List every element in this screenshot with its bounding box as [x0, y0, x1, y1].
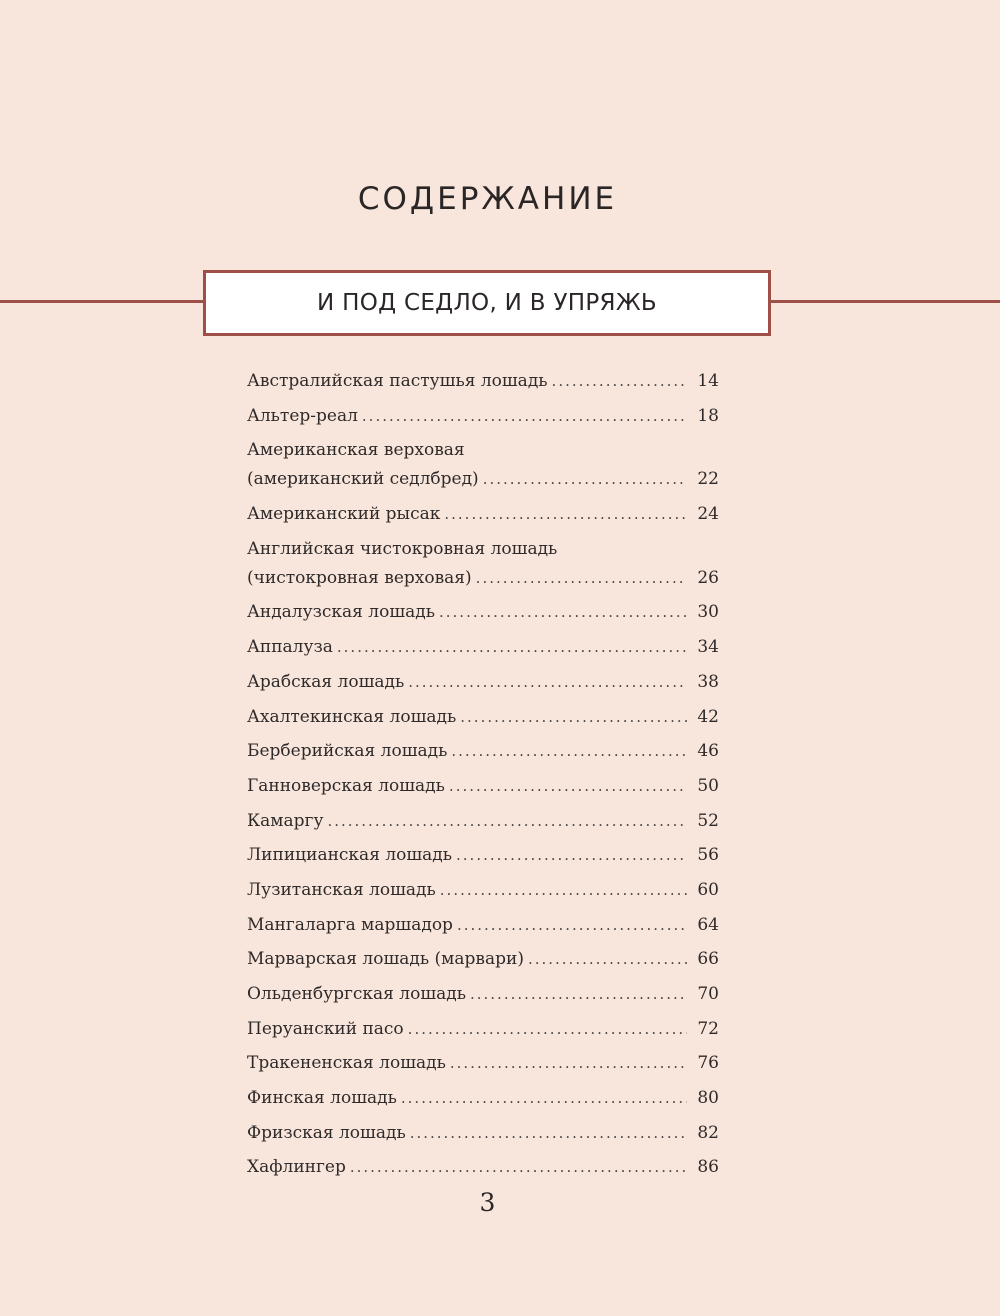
dot-leader — [483, 465, 687, 494]
toc-page-number: 30 — [697, 602, 719, 623]
toc-entry-title: Арабская лошадь — [247, 671, 405, 692]
page-number: 3 — [479, 1188, 496, 1217]
toc-page-number: 22 — [697, 469, 719, 490]
toc-entry-title: Лузитанская лошадь — [247, 879, 436, 900]
toc-page-number: 46 — [697, 741, 719, 762]
toc-entry-title: (американский седлбред) — [247, 469, 479, 490]
toc-entry[interactable] — [247, 633, 719, 662]
toc-entry-title: Ганноверская лошадь — [247, 775, 445, 796]
toc-entry-title: Американская верховая — [247, 440, 465, 461]
toc-entry[interactable] — [247, 367, 719, 396]
dot-leader — [451, 737, 687, 766]
toc-page-number: 80 — [697, 1088, 719, 1109]
toc-entry-title: Липицианская лошадь — [247, 845, 453, 866]
toc-entry[interactable] — [247, 598, 719, 627]
dot-leader — [457, 911, 687, 940]
toc-page-number: 50 — [697, 775, 719, 796]
toc-entry[interactable] — [247, 1153, 719, 1182]
dot-leader — [350, 1153, 687, 1182]
toc-entry-title: Мангаларга маршадор — [247, 914, 453, 935]
toc-entry[interactable] — [247, 1015, 719, 1044]
dot-leader — [449, 772, 687, 801]
dot-leader — [362, 402, 687, 431]
toc-page-number: 52 — [697, 810, 719, 831]
toc-entry[interactable] — [247, 402, 719, 431]
toc-entry[interactable] — [247, 911, 719, 940]
toc-page-number: 38 — [697, 671, 719, 692]
toc-entry-title: Ахалтекинская лошадь — [247, 706, 457, 727]
toc-entry-title: Аппалуза — [247, 637, 333, 658]
toc-entry[interactable] — [247, 436, 719, 494]
table-of-contents — [247, 367, 719, 1188]
toc-entry-title: Хафлингер — [247, 1157, 346, 1178]
toc-entry-title: Берберийская лошадь — [247, 741, 448, 762]
toc-entry[interactable] — [247, 876, 719, 905]
section-title: И ПОД СЕДЛО, И В УПРЯЖЬ — [317, 290, 657, 316]
dot-leader — [439, 598, 687, 627]
toc-page-number: 60 — [697, 879, 719, 900]
toc-page-number: 14 — [697, 371, 719, 391]
toc-entry[interactable] — [247, 1084, 719, 1113]
toc-entry[interactable] — [247, 1049, 719, 1078]
dot-leader — [408, 1015, 687, 1044]
toc-page-number: 42 — [697, 706, 719, 727]
toc-page-number: 24 — [697, 504, 719, 525]
toc-entry[interactable] — [247, 668, 719, 697]
dot-leader — [408, 668, 687, 697]
page-title: СОДЕРЖАНИЕ — [357, 180, 618, 217]
toc-entry-title: Австралийская пастушья лошадь — [247, 371, 548, 391]
dot-leader — [401, 1084, 687, 1113]
section-header-box — [203, 270, 771, 336]
toc-entry[interactable] — [247, 737, 719, 766]
toc-entry-title: Тракененская лошадь — [247, 1053, 446, 1074]
toc-entry-title: Перуанский пасо — [247, 1018, 404, 1039]
toc-entry[interactable] — [247, 807, 719, 836]
toc-entry-title: Американский рысак — [247, 504, 441, 525]
toc-entry[interactable] — [247, 841, 719, 870]
dot-leader — [327, 807, 687, 836]
toc-entry-title: Марварская лошадь (марвари) — [247, 949, 524, 970]
toc-page-number: 86 — [697, 1157, 719, 1178]
toc-page-number: 34 — [697, 637, 719, 658]
toc-page-number: 18 — [697, 405, 719, 426]
dot-leader — [444, 500, 687, 529]
dot-leader — [460, 703, 687, 732]
toc-page-number: 26 — [697, 567, 719, 588]
toc-entry-title: Альтер-реал — [247, 405, 358, 426]
dot-leader — [476, 564, 687, 593]
dot-leader — [552, 367, 687, 396]
toc-entry-title: Камаргу — [247, 810, 324, 831]
toc-page-number: 70 — [697, 984, 719, 1004]
toc-entry[interactable] — [247, 703, 719, 732]
dot-leader — [528, 945, 687, 974]
toc-page-number: 66 — [697, 949, 719, 970]
toc-entry[interactable] — [247, 945, 719, 974]
toc-entry-title: Финская лошадь — [247, 1088, 397, 1109]
toc-entry-title: (чистокровная верховая) — [247, 567, 472, 588]
dot-leader — [410, 1119, 687, 1148]
toc-entry-title: Английская чистокровная лошадь — [247, 538, 558, 559]
toc-entry-title: Андалузская лошадь — [247, 602, 435, 623]
toc-page-number: 82 — [697, 1122, 719, 1143]
toc-entry-title: Ольденбургская лошадь — [247, 984, 466, 1004]
toc-page-number: 64 — [697, 914, 719, 935]
toc-entry[interactable] — [247, 535, 719, 593]
dot-leader — [337, 633, 687, 662]
toc-page-number: 76 — [697, 1053, 719, 1074]
dot-leader — [450, 1049, 687, 1078]
dot-leader — [456, 841, 687, 870]
toc-entry[interactable] — [247, 772, 719, 801]
toc-page-number: 56 — [697, 845, 719, 866]
toc-entry-title: Фризская лошадь — [247, 1122, 406, 1143]
toc-page-number: 72 — [697, 1018, 719, 1039]
toc-entry[interactable] — [247, 980, 719, 1009]
dot-leader — [440, 876, 687, 905]
dot-leader — [470, 980, 687, 1009]
toc-entry[interactable] — [247, 1119, 719, 1148]
toc-entry[interactable] — [247, 500, 719, 529]
